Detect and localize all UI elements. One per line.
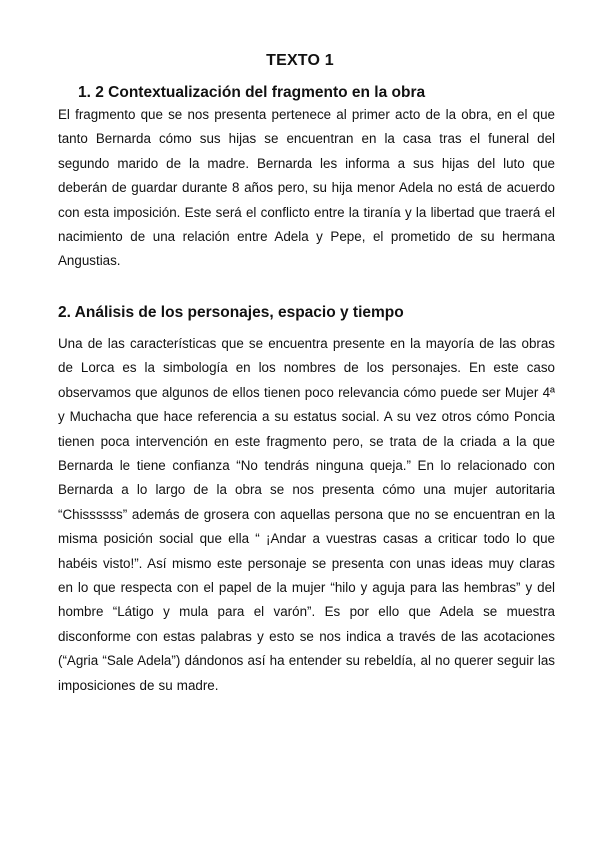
section-paragraph-contextualizacion: El fragmento que se nos presenta pertenece al primer acto de la obra, en el que tanto Bernarda cómo sus hijas se encuentran en la casa tras el funeral del segundo marido de la madre. Bernarda les informa a sus hijas del luto que deberán de guardar durante 8 años pero, su hija menor Adela no está de acuerdo con esta imposición. Este será el conflicto entre la tiranía y la libertad que traerá el nacimiento de una relación entre Adela y Pepe, el prometido de su hermana Angustias. xyxy=(58,107,555,269)
section-paragraph-analisis: Una de las características que se encuentra presente en la mayoría de las obras de Lorca es la simbología en los nombres de los personajes. En este caso observamos que algunos de ellos tienen poco relevancia cómo puede ser Mujer 4ª y Muchacha que hace referencia a su estatus social. A su vez otros cómo Poncia tienen poca intervención en este fragmento pero, se trata de la criada a la que Bernarda le tiene confianza “No tendrás ninguna queja.” En lo relacionado con Bernarda a lo largo de la obra se nos presenta cómo una mujer autoritaria “Chissssss” además de grosera con aquellas persona que no se encuentran en la misma posición social que ella “ ¡Andar a vuestras casas a criticar todo lo que habéis visto!”. Así mismo este personaje se presenta con unas ideas muy claras en lo que respecta con el papel de la mujer “hilo y aguja para las hembras” y del hombre “Látigo y mula para el varón”. Es por ello que Adela se muestra disconforme con estas palabras y esto se nos indica a través de las acotaciones (“Agria “Sale Adela”) dándonos así ha entender su rebeldía, al no querer seguir las imposiciones de su madre. xyxy=(58,336,555,693)
document-title: TEXTO 1 xyxy=(266,52,334,69)
section-heading-analisis: 2. Análisis de los personajes, espacio y tiempo xyxy=(58,304,404,321)
section-heading-contextualizacion: 1. 2 Contextualización del fragmento en la obra xyxy=(78,84,426,101)
